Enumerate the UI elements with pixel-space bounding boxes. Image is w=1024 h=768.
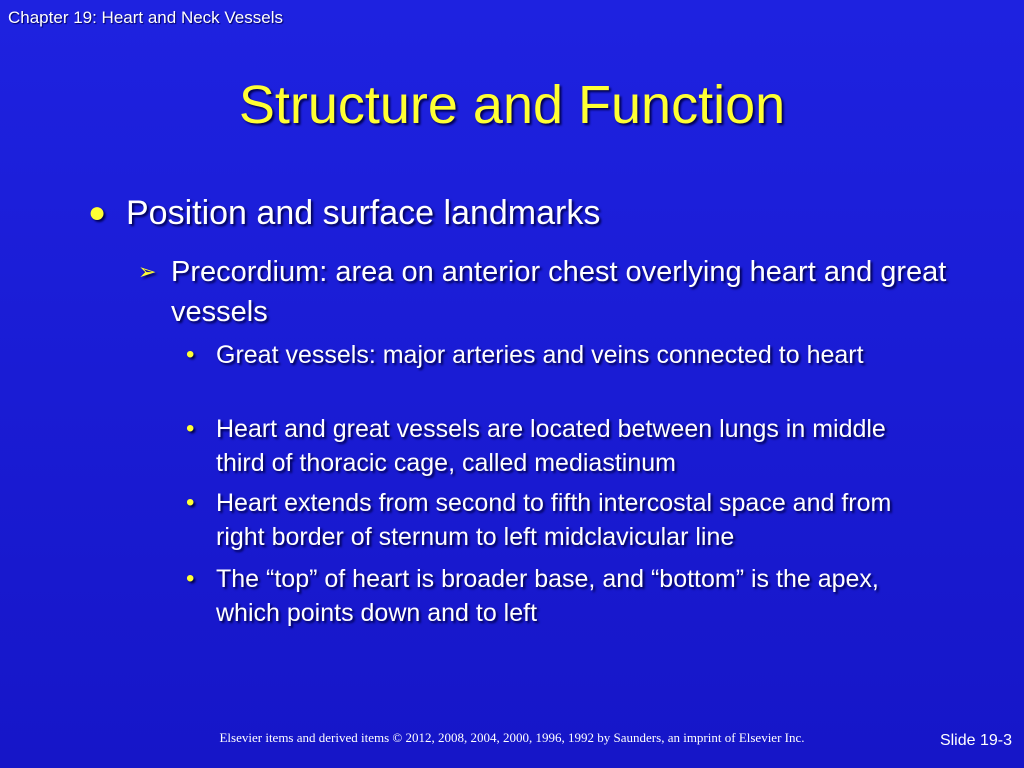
chapter-header: Chapter 19: Heart and Neck Vessels: [8, 8, 283, 27]
copyright-footer: Elsevier items and derived items © 2012, 2008, 2004, 2000, 1996, 1992 by Saunders, an imprint of Elsevier Inc.: [219, 730, 805, 745]
bullet-text: Position and surface landmarks: [126, 194, 601, 232]
dot-bullet-icon: •: [186, 415, 195, 442]
bullet-text: Great vessels: major arteries and veins connected to heart: [216, 341, 864, 369]
arrow-bullet-icon: ➢: [138, 259, 157, 284]
dot-bullet-icon: •: [186, 489, 195, 516]
slide-number: Slide 19-3: [939, 732, 1012, 749]
slide-title: Structure and Function: [238, 75, 786, 135]
bullet-text: The “top” of heart is broader base, and “bottom” is the apex, which points down and to left: [216, 565, 879, 627]
bullet-text: Heart and great vessels are located between lungs in middle third of thoracic cage, called mediastinum: [216, 415, 886, 477]
round-bullet-icon: ●: [88, 196, 107, 229]
dot-bullet-icon: •: [186, 341, 195, 368]
bullet-text: Precordium: area on anterior chest overlying heart and great vessels: [171, 256, 947, 328]
dot-bullet-icon: •: [186, 565, 195, 592]
bullet-text: Heart extends from second to fifth intercostal space and from right border of sternum to left midclavicular line: [216, 489, 892, 551]
